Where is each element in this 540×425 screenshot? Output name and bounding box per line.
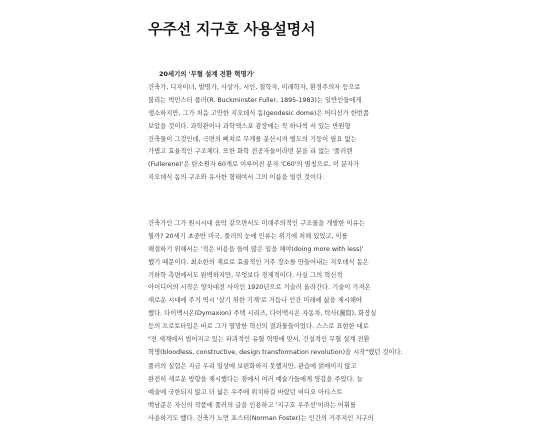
paragraph-line: 지오데식 돔의 구조와 유사한 형태여서 그의 이름을 빌린 것이다.	[148, 174, 325, 182]
paragraph-line: 예술에 국한되지 않고 더 넓은 우주에 위치하길 바랐던 비디오 아티스트	[148, 388, 343, 396]
paragraph-line: 불리는 벅민스터 풀러(R. Buckminster Fuller, 1895-1983)는 일반인들에게	[148, 96, 362, 104]
paragraph-line: 건축가, 디자이너, 발명가, 사상가, 시인, 철학자, 미래학자, 환경주의자 등으로	[148, 84, 361, 91]
paragraph-line: 해결하기 위해서는 '적은 비용을 들여 많은 일을 해야(doing more with less)'	[148, 245, 364, 253]
paragraph-line: 생소하지만, 그가 처음 고안한 지오데식 돔(geodesic dome)은 어디선가 한번쯤	[148, 109, 369, 117]
paragraph-line: 했다. 다이맥시온(Dymaxion) 주택 시리즈, 다이맥시온 자동차, 탁사(濁寫), 화장실	[148, 310, 377, 318]
paragraph-line: 사용하기도 했다. 건축가 노먼 포스터(Norman Foster)는 인간의 거주지인 지구의	[148, 414, 374, 422]
paragraph-line: 혁명(bloodless, constructive, design transformation revolution)을 시작"했던 것이다.	[148, 348, 403, 356]
paragraph-line: 등의 프로토타입은 바로 그가 열망한 혁신의 결과물들이었다. 스스로 표현한 대로	[148, 323, 369, 331]
section-heading: 20세기의 '무혈 설계 전환 혁명가'	[159, 70, 255, 78]
paragraph-line: 건축물이 그것인데, 극면의 삐쳐로 무게를 분산시켜 별도의 기둥이 필요 없는	[148, 135, 357, 143]
paragraph-line: "전 세계에서 벌어지고 있는 파괴적인 유혈 혁명에 맞서, 건설적인 무혈 설계 전환	[148, 336, 370, 344]
paragraph-2	[148, 218, 403, 360]
document-title: 우주선 지구호 사용설명서	[148, 20, 316, 38]
paragraph-line: 했기 때문이다. 최소한의 재료로 효율적인 거주 장소를 만들어내는 지오데식 돔은	[148, 258, 369, 266]
paragraph-line: 기하학 측면에서도 완벽하지만, 무엇보다 경제적이다. 사실 그의 혁신적	[148, 271, 343, 279]
paragraph-line: 아이디어의 시작은 양차대전 사이인 1920년으로 거슬러 올라간다. 기술이 가져온	[148, 284, 371, 292]
paragraph-line: (Fullerene)'은 탄소원자 60개로 이루어진 분자 'C60'의 별칭으로, 이 분자가	[148, 161, 360, 169]
paragraph-line: 건축가인 그가 원시시대 움막 같으면서도 미래주의적인 구조물을 개발한 이유는	[148, 220, 365, 227]
paragraph-line: 보았을 것이다. 과학관이나 과학엑스포 광장에는 꼭 하나씩 서 있는 반원형	[148, 122, 351, 130]
paragraph-line: 백남준은 자신의 작품에 풀러의 글을 인용하고 '지구호 우주선'이라는 어휘를	[148, 401, 357, 409]
paragraph-line: 완전히 새로운 방향을 제시했다는 점에서 여러 예술가들에게 영감을 주었다. 늘	[148, 375, 363, 383]
paragraph-line: 새로운 시대에 주거 역시 '살기 위한 기계'로 거듭나 인간 미래에 삶을 제시해야	[148, 297, 363, 305]
paragraph-line: 풀러의 실험은 지금 우리 일상에 보편화하지 못했지만, 관습에 얽매이지 않고	[148, 363, 357, 370]
paragraph-line: 뭘까? 20세기 초중반 미국, 풀러의 눈에 인류는 위기에 처해 있었고, 이를	[148, 232, 348, 240]
paragraph-1	[148, 82, 398, 185]
paragraph-3	[148, 361, 398, 425]
paragraph-line: 가볍고 효율적인 구조체다. 또한 화학 전공자들이라면 분을 리 없는 '풀러렌	[148, 148, 353, 156]
